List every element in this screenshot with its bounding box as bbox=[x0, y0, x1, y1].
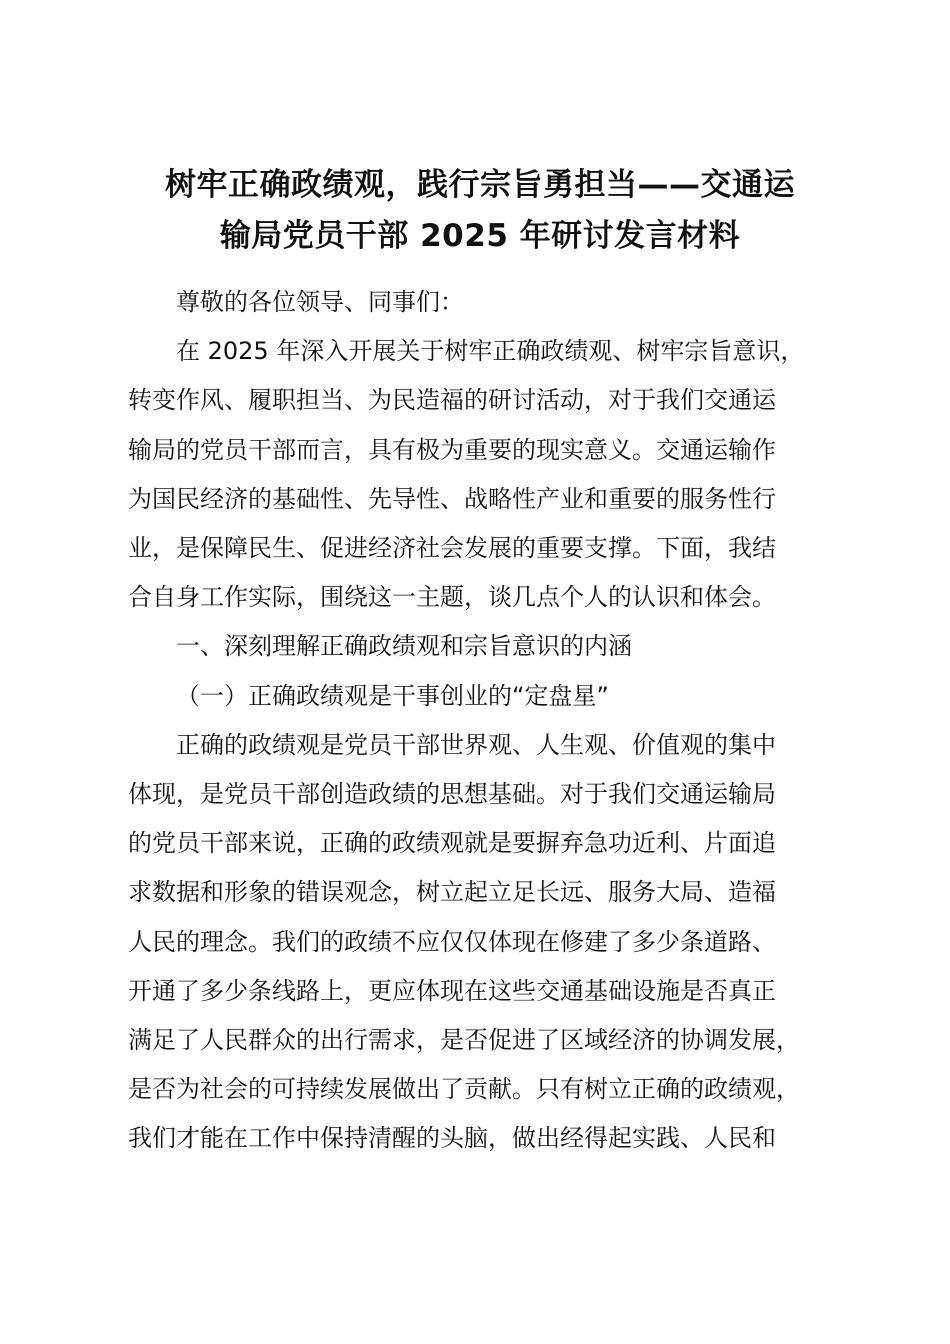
text-line: 为国民经济的基础性、先导性、战略性产业和重要的服务性行 bbox=[128, 484, 776, 513]
text-line: 求数据和形象的错误观念，树立起立足长远、服务大局、造福 bbox=[128, 878, 776, 907]
title-line: 树牢正确政绩观，践行宗旨勇担当——交通运 bbox=[165, 167, 795, 203]
salutation: 尊敬的各位领导、同事们： bbox=[176, 288, 464, 316]
text-line: 输局的党员干部而言，具有极为重要的现实意义。交通运输作 bbox=[128, 435, 776, 464]
text-line: 的党员干部来说，正确的政绩观就是要摒弃急功近利、片面追 bbox=[128, 829, 776, 858]
text-line: 我们才能在工作中保持清醒的头脑，做出经得起实践、人民和 bbox=[128, 1124, 776, 1153]
text-line: 业，是保障民生、促进经济社会发展的重要支撑。下面，我结 bbox=[128, 534, 776, 563]
text-line: （一）正确政绩观是干事创业的“定盘星” bbox=[176, 681, 609, 710]
text-line: 转变作风、履职担当、为民造福的研讨活动，对于我们交通运 bbox=[128, 386, 776, 415]
text-line: 开通了多少条线路上，更应体现在这些交通基础设施是否真正 bbox=[128, 976, 776, 1005]
paragraph-body bbox=[128, 721, 858, 1164]
paragraph-intro bbox=[128, 327, 858, 622]
document-title bbox=[110, 160, 850, 262]
text-line: 一、深刻理解正确政绩观和宗旨意识的内涵 bbox=[176, 632, 632, 661]
document-body bbox=[128, 278, 858, 1164]
text-line: 正确的政绩观是党员干部世界观、人生观、价值观的集中 bbox=[176, 730, 776, 759]
text-line: 在 2025 年深入开展关于树牢正确政绩观、树牢宗旨意识， bbox=[176, 337, 805, 366]
text-line: 是否为社会的可持续发展做出了贡献。只有树立正确的政绩观， bbox=[128, 1075, 800, 1104]
section-heading bbox=[128, 622, 858, 671]
text-line: 满足了人民群众的出行需求，是否促进了区域经济的协调发展， bbox=[128, 1026, 800, 1055]
text-line: 体现，是党员干部创造政绩的思想基础。对于我们交通运输局 bbox=[128, 780, 776, 809]
text-line: 人民的理念。我们的政绩不应仅仅体现在修建了多少条道路、 bbox=[128, 927, 776, 956]
text-line: 合自身工作实际，围绕这一主题，谈几点个人的认识和体会。 bbox=[128, 583, 776, 612]
title-line: 输局党员干部 2025 年研讨发言材料 bbox=[219, 218, 741, 254]
subsection-heading bbox=[128, 672, 858, 721]
